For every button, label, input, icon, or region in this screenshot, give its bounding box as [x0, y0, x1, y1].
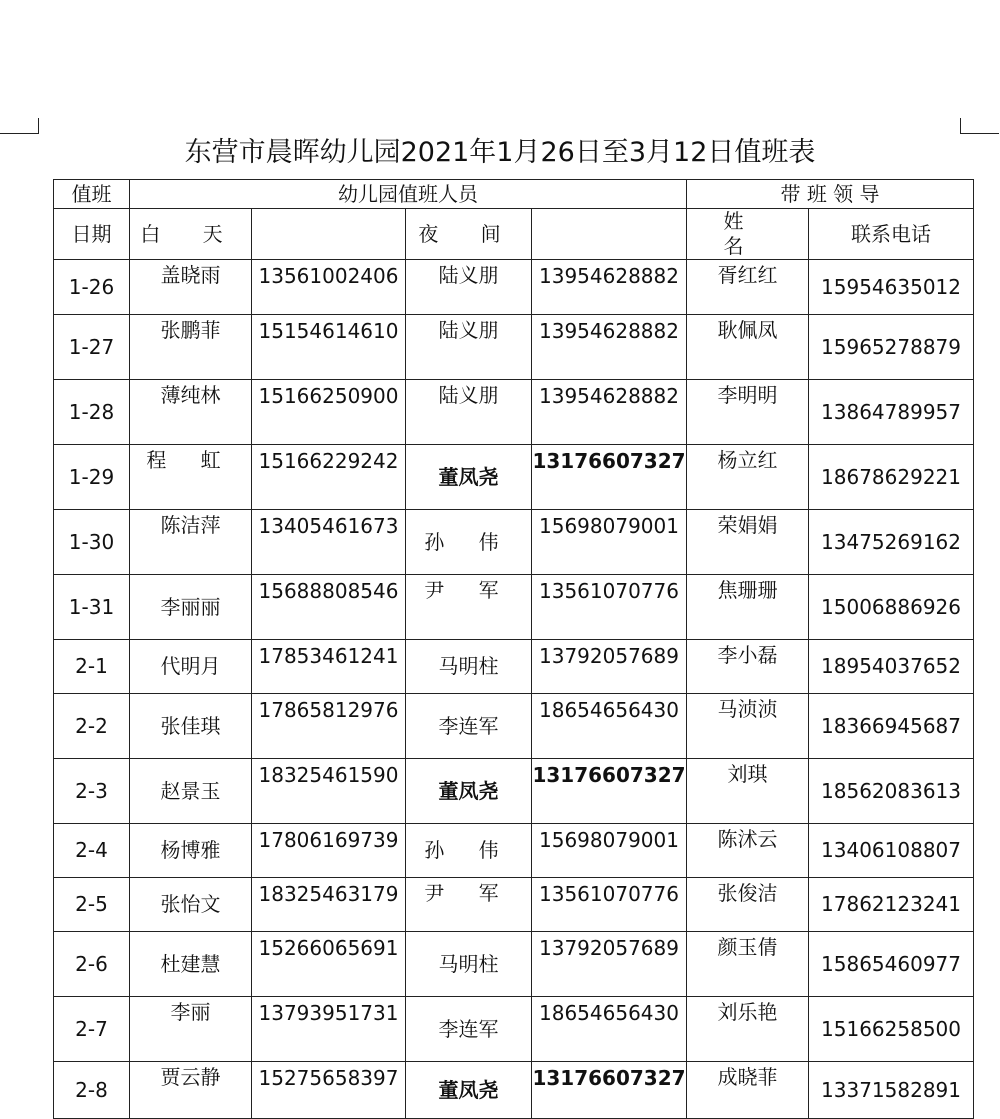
leader-phone-cell: 13371582891: [809, 1062, 974, 1119]
leader-name-cell: 焦珊珊: [687, 575, 809, 640]
leader-phone-cell: 15965278879: [809, 315, 974, 380]
day-staff-name-cell: 张鹏菲: [130, 315, 252, 380]
duty-date-cell: 1-30: [54, 510, 130, 575]
kindergarten-staff-header: 幼儿园值班人员: [130, 180, 687, 209]
table-row: [54, 380, 974, 445]
duty-date-cell: 2-1: [54, 640, 130, 694]
day-staff-name-cell: 张怡文: [130, 878, 252, 932]
night-staff-name-cell: 陆义朋: [406, 315, 532, 380]
table-row: [54, 824, 974, 878]
leader-phone-cell: 13475269162: [809, 510, 974, 575]
night-staff-phone-cell: 13792057689: [532, 932, 687, 997]
duty-date-cell: 1-28: [54, 380, 130, 445]
night-staff-name-cell: 孙 伟: [406, 510, 532, 575]
night-staff-name-cell: 尹 军: [406, 878, 532, 932]
leader-name-cell: 荣娟娟: [687, 510, 809, 575]
table-row: [54, 932, 974, 997]
day-staff-name-cell: 程 虹: [130, 445, 252, 510]
day-staff-phone-cell: 18325463179: [252, 878, 406, 932]
night-staff-name-cell: 陆义朋: [406, 380, 532, 445]
table-row: [54, 759, 974, 824]
table-row: [54, 640, 974, 694]
leader-name-cell: 张俊洁: [687, 878, 809, 932]
leader-phone-header: 联系电话: [809, 209, 974, 260]
day-staff-name-cell: 李丽: [130, 997, 252, 1062]
crop-mark-left: [0, 118, 39, 134]
night-staff-phone-cell: 13954628882: [532, 380, 687, 445]
night-staff-phone-cell: 13176607327: [532, 759, 687, 824]
table-row: [54, 445, 974, 510]
night-staff-phone-cell: 13176607327: [532, 445, 687, 510]
leader-name-cell: 李明明: [687, 380, 809, 445]
night-staff-name-cell: 尹 军: [406, 575, 532, 640]
duty-date-cell: 2-8: [54, 1062, 130, 1119]
day-staff-name-cell: 薄纯林: [130, 380, 252, 445]
leader-phone-cell: 17862123241: [809, 878, 974, 932]
leader-name-cell: 刘琪: [687, 759, 809, 824]
night-staff-name-cell: 董凤尧: [406, 445, 532, 510]
day-staff-name-cell: 杨博雅: [130, 824, 252, 878]
roster-body: [54, 260, 974, 1119]
leader-phone-cell: 15865460977: [809, 932, 974, 997]
leader-phone-cell: 18562083613: [809, 759, 974, 824]
table-row: [54, 878, 974, 932]
leader-name-cell: 胥红红: [687, 260, 809, 315]
day-staff-name-cell: 张佳琪: [130, 694, 252, 759]
duty-date-cell: 1-26: [54, 260, 130, 315]
day-staff-phone-cell: 15688808546: [252, 575, 406, 640]
day-staff-phone-cell: 13405461673: [252, 510, 406, 575]
duty-date-cell: 2-7: [54, 997, 130, 1062]
day-staff-phone-cell: 15166250900: [252, 380, 406, 445]
page-title: 东营市晨晖幼儿园2021年1月26日至3月12日值班表: [184, 137, 816, 168]
duty-date-cell: 1-27: [54, 315, 130, 380]
leader-name-cell: 耿佩凤: [687, 315, 809, 380]
leader-name-header: 姓 名: [687, 209, 809, 260]
night-staff-phone-cell: 13176607327: [532, 1062, 687, 1119]
day-staff-phone-cell: 15266065691: [252, 932, 406, 997]
night-staff-name-cell: 马明柱: [406, 640, 532, 694]
night-staff-name-cell: 马明柱: [406, 932, 532, 997]
night-header: 夜 间: [406, 209, 532, 260]
crop-mark-right: [960, 118, 999, 134]
day-staff-phone-cell: 13561002406: [252, 260, 406, 315]
leader-phone-cell: 18954037652: [809, 640, 974, 694]
night-staff-phone-cell: 13561070776: [532, 878, 687, 932]
leader-phone-cell: 13864789957: [809, 380, 974, 445]
day-staff-phone-cell: 15166229242: [252, 445, 406, 510]
table-row: [54, 575, 974, 640]
table-row: [54, 694, 974, 759]
leader-header: 带 班 领 导: [687, 180, 974, 209]
leader-phone-cell: 15006886926: [809, 575, 974, 640]
leader-phone-cell: 13406108807: [809, 824, 974, 878]
night-staff-phone-cell: 13954628882: [532, 315, 687, 380]
table-row: [54, 510, 974, 575]
duty-date-cell: 2-6: [54, 932, 130, 997]
night-staff-phone-cell: 18654656430: [532, 694, 687, 759]
night-staff-phone-cell: 15698079001: [532, 510, 687, 575]
night-staff-name-cell: 孙 伟: [406, 824, 532, 878]
night-staff-name-cell: 李连军: [406, 694, 532, 759]
night-staff-phone-cell: 18654656430: [532, 997, 687, 1062]
day-staff-name-cell: 赵景玉: [130, 759, 252, 824]
day-staff-phone-cell: 17853461241: [252, 640, 406, 694]
day-staff-phone-cell: 15154614610: [252, 315, 406, 380]
duty-date-cell: 2-4: [54, 824, 130, 878]
duty-date-cell: 1-31: [54, 575, 130, 640]
night-staff-name-cell: 陆义朋: [406, 260, 532, 315]
day-staff-name-cell: 陈洁萍: [130, 510, 252, 575]
night-staff-name-cell: 李连军: [406, 997, 532, 1062]
day-staff-phone-cell: 17806169739: [252, 824, 406, 878]
duty-date-cell: 2-3: [54, 759, 130, 824]
day-staff-phone-cell: 18325461590: [252, 759, 406, 824]
table-row: [54, 997, 974, 1062]
day-staff-name-cell: 代明月: [130, 640, 252, 694]
day-staff-name-cell: 李丽丽: [130, 575, 252, 640]
leader-name-cell: 陈沭云: [687, 824, 809, 878]
table-row: [54, 260, 974, 315]
table-row: [54, 1062, 974, 1119]
day-staff-phone-cell: 13793951731: [252, 997, 406, 1062]
duty-date-cell: 2-5: [54, 878, 130, 932]
night-staff-phone-cell: 13792057689: [532, 640, 687, 694]
duty-date-header-bottom: 日期: [54, 209, 130, 260]
leader-name-cell: 李小磊: [687, 640, 809, 694]
header-row-1: [54, 180, 974, 209]
duty-date-header-top: 值班: [54, 180, 130, 209]
day-header: 白 天: [130, 209, 252, 260]
leader-name-cell: 马浈浈: [687, 694, 809, 759]
day-phone-header: [252, 209, 406, 260]
duty-date-cell: 1-29: [54, 445, 130, 510]
leader-phone-cell: 18366945687: [809, 694, 974, 759]
leader-name-cell: 刘乐艳: [687, 997, 809, 1062]
night-staff-phone-cell: 13954628882: [532, 260, 687, 315]
day-staff-name-cell: 贾云静: [130, 1062, 252, 1119]
header-row-2: [54, 209, 974, 260]
duty-date-cell: 2-2: [54, 694, 130, 759]
night-staff-name-cell: 董凤尧: [406, 759, 532, 824]
leader-name-cell: 杨立红: [687, 445, 809, 510]
leader-name-cell: 成晓菲: [687, 1062, 809, 1119]
night-phone-header: [532, 209, 687, 260]
day-staff-phone-cell: 17865812976: [252, 694, 406, 759]
night-staff-phone-cell: 13561070776: [532, 575, 687, 640]
table-row: [54, 315, 974, 380]
day-staff-name-cell: 杜建慧: [130, 932, 252, 997]
leader-phone-cell: 15166258500: [809, 997, 974, 1062]
night-staff-name-cell: 董凤尧: [406, 1062, 532, 1119]
day-staff-name-cell: 盖晓雨: [130, 260, 252, 315]
leader-phone-cell: 18678629221: [809, 445, 974, 510]
duty-roster-table: [53, 179, 974, 1119]
leader-phone-cell: 15954635012: [809, 260, 974, 315]
leader-name-cell: 颜玉倩: [687, 932, 809, 997]
day-staff-phone-cell: 15275658397: [252, 1062, 406, 1119]
night-staff-phone-cell: 15698079001: [532, 824, 687, 878]
